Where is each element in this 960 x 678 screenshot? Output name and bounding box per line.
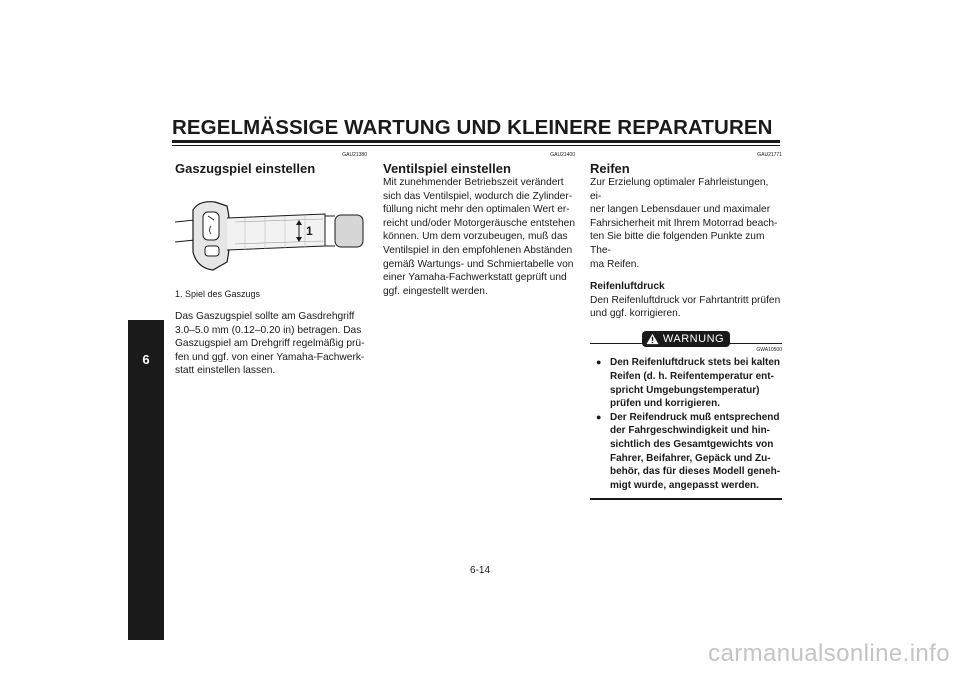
header-rule-thick xyxy=(172,140,780,143)
figure-caption: 1. Spiel des Gaszugs xyxy=(175,289,261,299)
page-header-title: REGELMÄSSIGE WARTUNG UND KLEINERE REPARATUREN xyxy=(172,116,773,139)
column-tires xyxy=(590,151,782,500)
warning-bottom-rule xyxy=(590,498,782,500)
section-title-valve: Ventilspiel einstellen xyxy=(383,161,511,176)
chapter-tab: 6 xyxy=(128,320,164,640)
warning-box-header xyxy=(590,327,782,350)
body-text-valve: Mit zunehmender Betriebszeit verändert sich das Ventilspiel, wodurch die Zylinder- füllung nicht mehr den optimalen Wert er- reicht und/oder Motorgeräusche entstehen können. Um dem vorzubeugen, muß das Ventilspiel in den empfohlenen Abständen gemäß Wartungs- und Schmiertabelle von einer Yamaha-Fachwerkstatt geprüft und ggf. eingestellt werden. xyxy=(383,177,575,297)
page-number: 6-14 xyxy=(469,565,490,576)
throttle-grip-illustration xyxy=(175,192,365,276)
watermark: carmanualsonline.info xyxy=(708,640,950,667)
bullet-icon: ● xyxy=(596,357,602,368)
warning-list xyxy=(590,356,782,492)
body-text-tire-pressure: Den Reifenluftdruck vor Fahrtantritt prüfen und ggf. korrigieren. xyxy=(590,294,781,320)
section-code: GAU21400 xyxy=(550,152,575,158)
column-valve xyxy=(383,151,575,298)
warning-code: GWA10500 xyxy=(756,347,782,354)
warning-label: WARNUNG xyxy=(662,332,725,345)
warning-item-text: Den Reifenluftdruck stets bei kalten Reifen (d. h. Reifentemperatur ent- spricht Umgebungstemperatur) prüfen und korrigieren. xyxy=(610,357,781,410)
section-title-throttle: Gaszugspiel einstellen xyxy=(175,161,316,176)
figure-callout-1: 1 xyxy=(306,224,313,238)
body-text-tires: Zur Erzielung optimaler Fahrleistungen, ei- ner langen Lebensdauer und maximaler Fahrsicherheit mit Ihrem Motorrad beach- ten Sie bitte die folgenden Punkte zum The- ma Reifen. xyxy=(590,177,778,270)
header-rule-thin xyxy=(172,145,780,146)
column-throttle xyxy=(175,151,367,378)
subheading-tire-pressure: Reifenluftdruck xyxy=(590,281,665,293)
warning-badge xyxy=(642,331,730,347)
throttle-grip-figure xyxy=(175,192,365,276)
warning-triangle-icon xyxy=(646,333,659,345)
warning-item xyxy=(590,411,782,493)
section-code: GAU21380 xyxy=(342,152,367,158)
bullet-icon: ● xyxy=(596,411,602,422)
warning-item xyxy=(590,356,782,410)
warning-item-text: Der Reifendruck muß entsprechend der Fahrgeschwindigkeit und hin- sichtlich des Gesamtgewichts von Fahrer, Beifahrer, Gepäck und Zu- behör, das für dieses Modell geneh- migt wurde, angepasst werden. xyxy=(610,411,781,491)
body-text-throttle: Das Gaszugspiel sollte am Gasdrehgriff 3.0–5.0 mm (0.12–0.20 in) betragen. Das Gaszugspiel am Drehgriff regelmäßig prü- fen und ggf. von einer Yamaha-Fachwerk- statt einstellen lassen. xyxy=(175,311,365,377)
section-title-tires: Reifen xyxy=(590,161,630,176)
section-code: GAU21771 xyxy=(757,152,782,158)
